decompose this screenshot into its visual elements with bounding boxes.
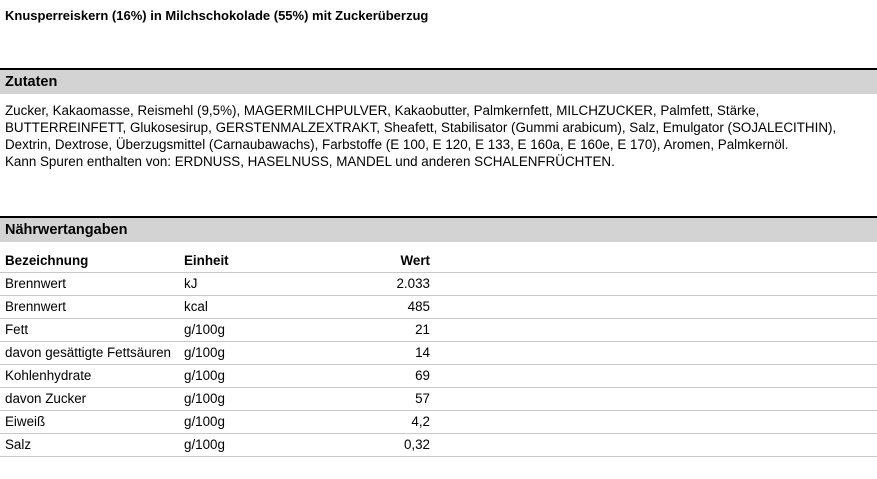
table-row [0, 273, 877, 296]
nutrient-name: Salz [5, 437, 32, 452]
nutrient-value: 0,32 [403, 437, 430, 452]
nutrition-heading: Nährwertangaben [0, 216, 877, 242]
row-spacer [430, 319, 877, 342]
column-header-spacer [430, 249, 877, 273]
column-header-name: Bezeichnung [5, 253, 89, 268]
ingredients-block [5, 102, 873, 170]
nutrient-value: 4,2 [411, 414, 430, 429]
nutrient-name: Fett [5, 322, 29, 337]
table-row [0, 434, 877, 457]
nutrition-table [0, 249, 877, 457]
nutrient-value: 69 [415, 368, 430, 383]
nutrient-unit: g/100g [184, 345, 225, 360]
table-row [0, 388, 877, 411]
nutrient-unit: g/100g [184, 437, 225, 452]
column-header-value: Wert [400, 253, 430, 268]
table-row [0, 319, 877, 342]
nutrient-value: 2.033 [396, 276, 430, 291]
nutrient-unit: g/100g [184, 414, 225, 429]
row-spacer [430, 411, 877, 434]
row-spacer [430, 342, 877, 365]
nutrient-name: Kohlenhydrate [5, 368, 92, 383]
nutrition-header-row [0, 249, 877, 273]
nutrient-name: davon gesättigte Fettsäuren [5, 345, 172, 360]
table-row [0, 296, 877, 319]
nutrient-name: Brennwert [5, 276, 67, 291]
column-header-unit: Einheit [184, 253, 229, 268]
nutrient-value: 57 [415, 391, 430, 406]
ingredients-text: Zucker, Kakaomasse, Reismehl (9,5%), MAGERMILCHPULVER, Kakaobutter, Palmkernfett, MILCHZUCKER, Palmfett, Stärke, BUTTERREINFETT, Glukosesirup, GERSTENMALZEXTRAKT, Sheafett, Stabilisator (Gummi arabicum), Salz, Emulgator (SOJALECITHIN), Dextrin, Dextrose, Überzugsmittel (Carnaubawachs), Farbstoffe (E 100, E 120, E 133, E 160a, E 160e, E 170), Aromen, Palmkernöl. [5, 103, 837, 152]
nutrient-name: Brennwert [5, 299, 67, 314]
ingredients-heading: Zutaten [0, 68, 877, 94]
nutrient-value: 14 [415, 345, 430, 360]
nutrient-unit: g/100g [184, 391, 225, 406]
nutrient-name: davon Zucker [5, 391, 87, 406]
table-row [0, 365, 877, 388]
row-spacer [430, 296, 877, 319]
nutrient-unit: kJ [184, 276, 198, 291]
allergen-note: Kann Spuren enthalten von: ERDNUSS, HASELNUSS, MANDEL und anderen SCHALENFRÜCHTEN. [5, 154, 615, 169]
nutrient-value: 21 [415, 322, 430, 337]
row-spacer [430, 365, 877, 388]
product-title: Knusperreiskern (16%) in Milchschokolade (55%) mit Zuckerüberzug [5, 8, 429, 23]
table-row [0, 411, 877, 434]
nutrient-value: 485 [407, 299, 430, 314]
nutrient-name: Eiweiß [5, 414, 46, 429]
row-spacer [430, 273, 877, 296]
table-row [0, 342, 877, 365]
row-spacer [430, 434, 877, 457]
nutrient-unit: g/100g [184, 322, 225, 337]
nutrient-unit: kcal [184, 299, 208, 314]
row-spacer [430, 388, 877, 411]
nutrient-unit: g/100g [184, 368, 225, 383]
